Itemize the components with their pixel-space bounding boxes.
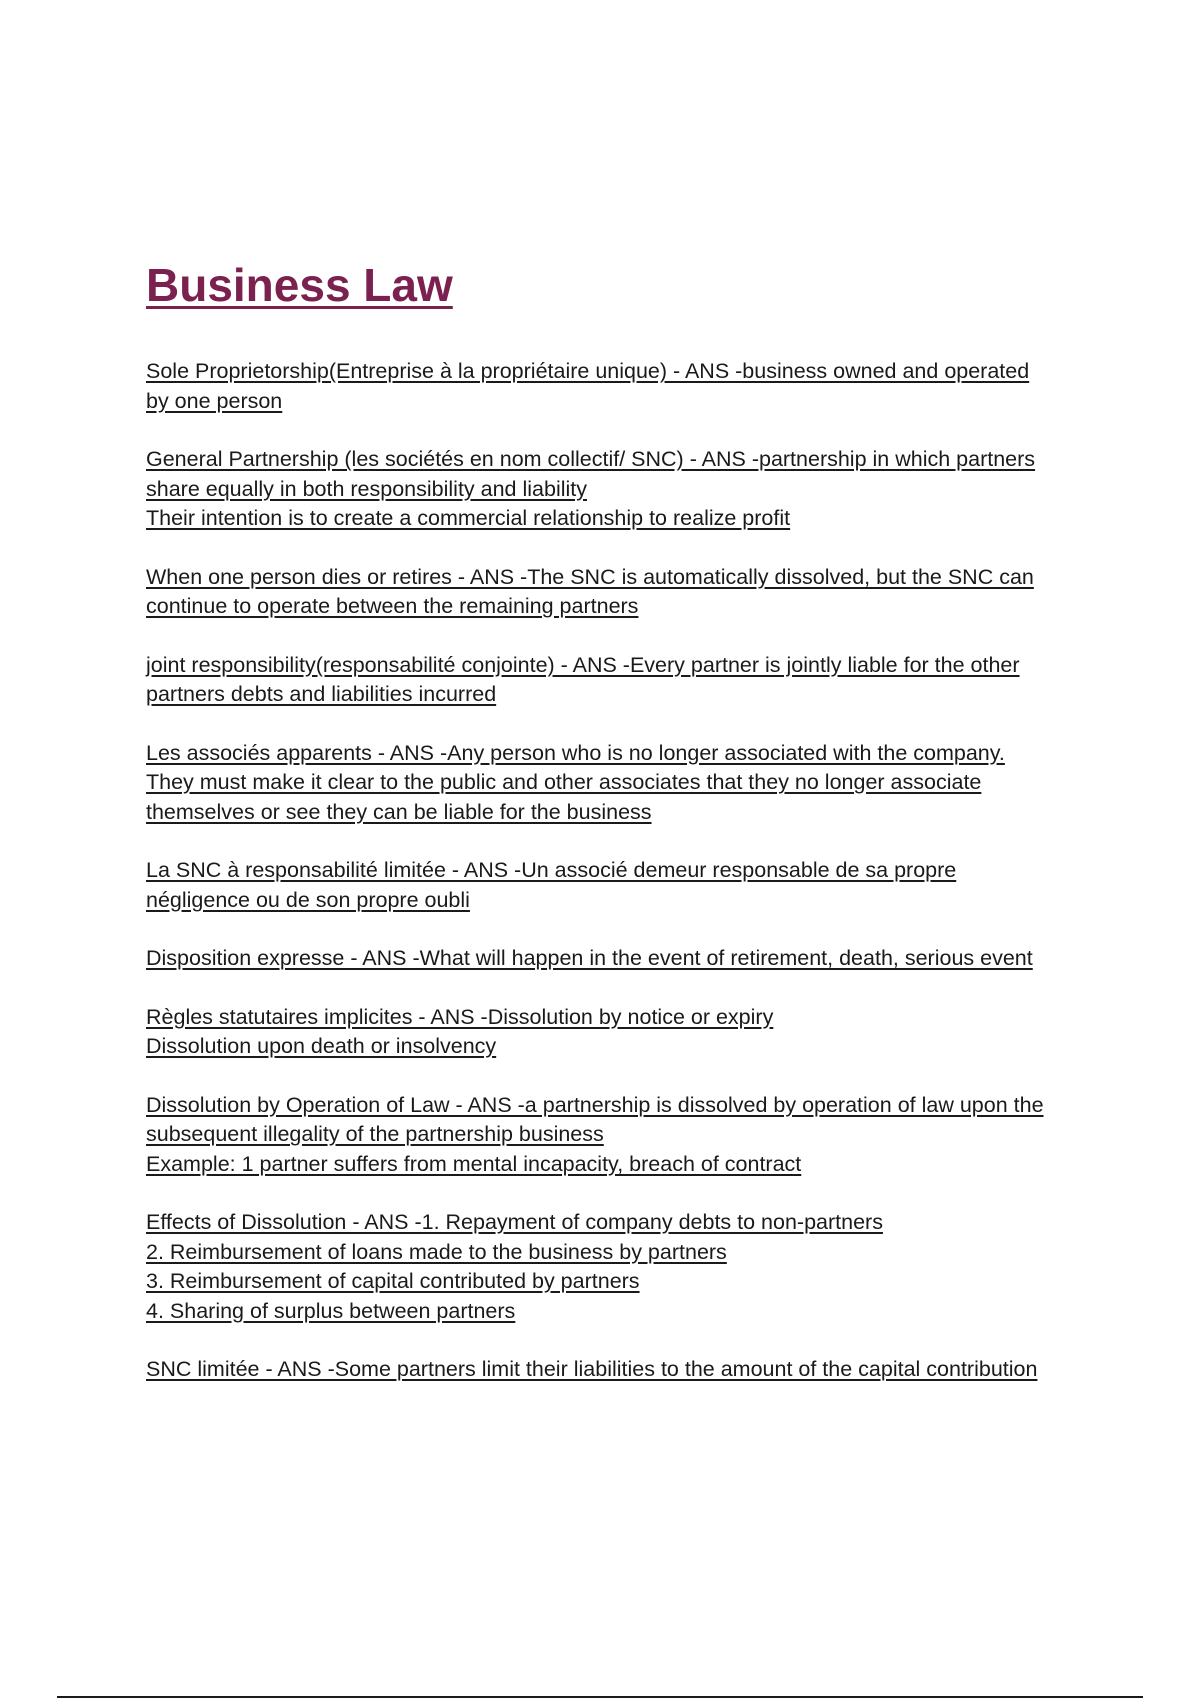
entry-snc-responsabilite-limitee [146,856,1086,915]
entry-line: Dissolution by Operation of Law - ANS -a partnership is dissolved by operation of law upon the [146,1092,1044,1117]
entry-line: Effects of Dissolution - ANS -1. Repayment of company debts to non-partners [146,1210,883,1234]
entry-line: Example: 1 partner suffers from mental incapacity, breach of contract [146,1151,802,1176]
entry-line: themselves or see they can be liable for the business [146,799,652,824]
page-title: Business Law [146,259,453,311]
entry-line: They must make it clear to the public and other associates that they no longer associate [146,770,982,794]
entry-regles-statutaires [146,1003,1086,1062]
entry-list [146,357,1086,1414]
entry-line: share equally in both responsibility and liability [146,476,588,501]
entry-line: by one person [146,388,283,413]
entry-line: 4. Sharing of surplus between partners [146,1298,516,1323]
entry-effects-of-dissolution [146,1208,1086,1326]
entry-line: Sole Proprietorship(Entreprise à la propriétaire unique) - ANS -business owned and operated [146,359,1030,383]
entry-associes-apparents [146,739,1086,828]
entry-joint-responsibility [146,651,1086,710]
entry-line: continue to operate between the remaining partners [146,594,639,618]
footer-divider [57,1696,1143,1698]
entry-line: When one person dies or retires - ANS -The SNC is automatically dissolved, but the SNC can [146,564,1034,589]
entry-line: 2. Reimbursement of loans made to the business by partners [146,1239,727,1264]
entry-snc-limitee [146,1355,1086,1385]
entry-line: Their intention is to create a commercial relationship to realize profit [146,506,791,530]
entry-line: Disposition expresse - ANS -What will happen in the event of retirement, death, serious event [146,946,1033,970]
entry-line: 3. Reimbursement of capital contributed by partners [146,1269,640,1293]
entry-line: Dissolution upon death or insolvency [146,1034,497,1058]
entry-line: partners debts and liabilities incurred [146,682,497,706]
entry-sole-proprietorship [146,357,1086,416]
entry-person-dies-or-retires [146,563,1086,622]
entry-line: General Partnership (les sociétés en nom collectif/ SNC) - ANS -partnership in which partners [146,447,1036,471]
entry-disposition-expresse [146,944,1086,974]
entry-dissolution-operation-of-law [146,1091,1086,1180]
entry-line: subsequent illegality of the partnership business [146,1122,604,1146]
entry-line: joint responsibility(responsabilité conjointe) - ANS -Every partner is jointly liable for the other [146,652,1020,677]
entry-line: Les associés apparents - ANS -Any person who is no longer associated with the company. [146,740,1005,765]
entry-line: SNC limitée - ANS -Some partners limit their liabilities to the amount of the capital contribution [146,1357,1038,1381]
entry-line: négligence ou de son propre oubli [146,887,470,912]
entry-line: Règles statutaires implicites - ANS -Dissolution by notice or expiry [146,1004,774,1029]
entry-line: La SNC à responsabilité limitée - ANS -Un associé demeur responsable de sa propre [146,858,957,882]
entry-general-partnership [146,445,1086,534]
